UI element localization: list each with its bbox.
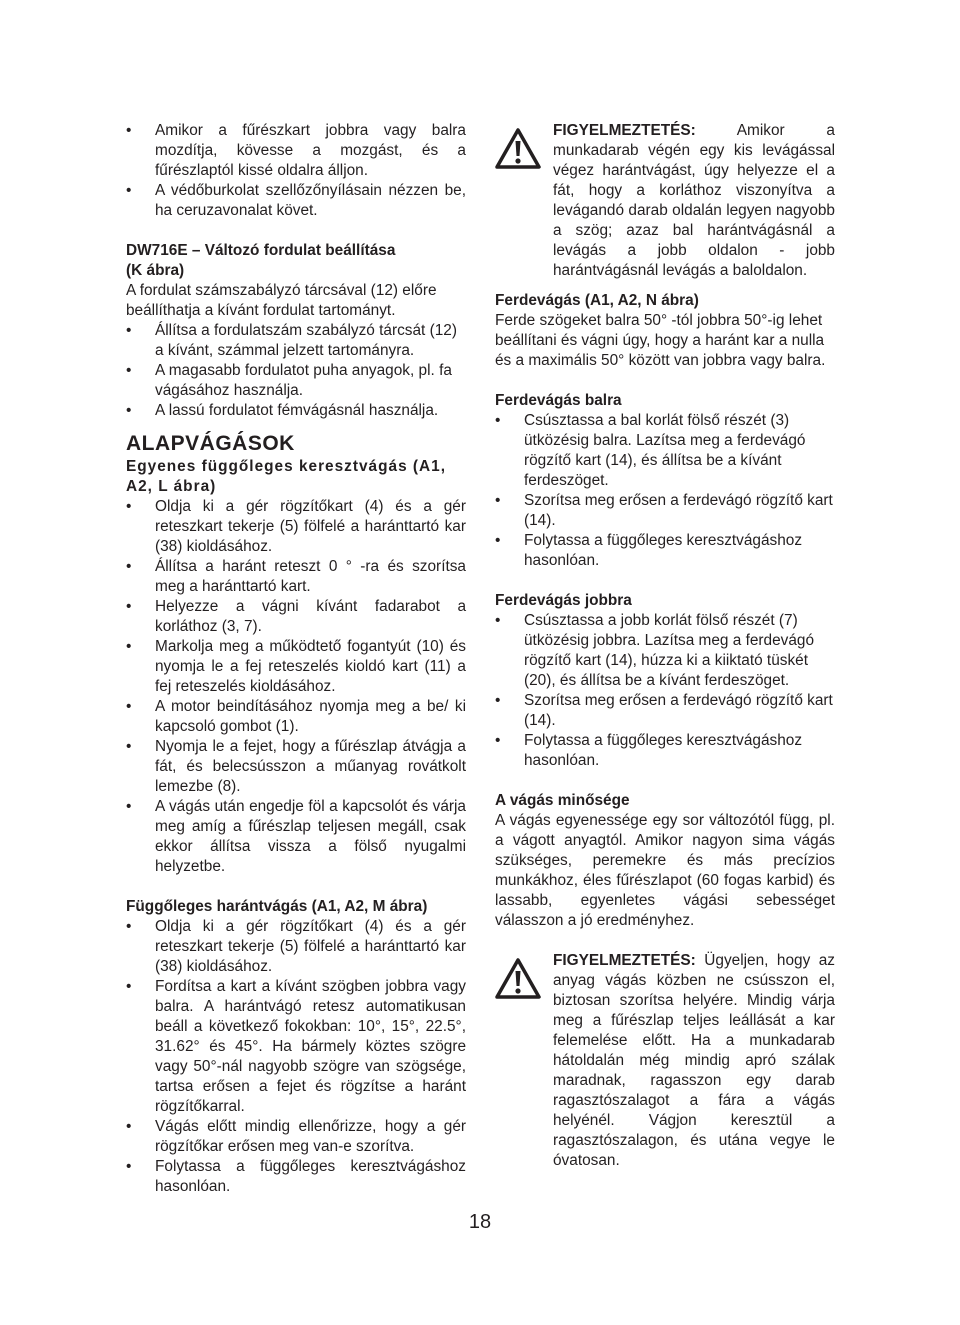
bevel-heading: Ferdevágás (A1, A2, N ábra): [495, 292, 699, 309]
list-item: • Csúsztassa a jobb korlát fölső részét (7) ütközésig jobbra. Lazítsa meg a ferdevágó rögzítő kart (14), húzza ki a kiiktató tüskét (20), és állítsa be a kívánt ferdeszöget.: [495, 611, 835, 691]
vertical-cut-heading: Függőleges harántvágás (A1, A2, M ábra): [126, 898, 428, 915]
quality-heading: A vágás minősége: [495, 792, 630, 809]
bevel-right-heading: Ferdevágás jobbra: [495, 592, 632, 609]
dw716e-bullet-list: [126, 321, 466, 421]
list-item: • Fordítsa a kart a kívánt szögben jobbra vagy balra. A harántvágó retesz automatikusan beáll a következő fokokban: 10°, 15°, 22.5°, 31.62° és 45°. Ha bármely köztes szögre vagy 50°-nál nagyobb szögre van szögsége, tartsa erősen a fejet és rögzítse a haránt rögzítőkarral.: [126, 977, 466, 1117]
straight-cut-bullet-list: [126, 497, 466, 877]
list-item: • A vágás után engedje föl a kapcsolót és várja meg amíg a fűrészlap teljesen megáll, csak ekkor állítsa vissza a fölső nyugalmi helyzetbe.: [126, 797, 466, 877]
list-item: • Markolja meg a működtető fogantyút (10) és nyomja le a fej reteszelés kioldó kart (11) a fej reteszelés kioldásához.: [126, 637, 466, 697]
bevel-left-bullet-list: [495, 411, 835, 571]
list-item: • Állítsa a haránt reteszt 0 ° -ra és szorítsa meg a haránttartó kart.: [126, 557, 466, 597]
list-item: • Folytassa a függőleges keresztvágáshoz hasonlóan.: [495, 731, 835, 771]
list-item: • A védőburkolat szellőzőnyílásain nézzen be, ha ceruzavonalat követ.: [126, 181, 466, 221]
dw716e-text: A fordulat számszabályzó tárcsával (12) előre beállíthatja a kívánt fordulat tartományt.: [126, 282, 437, 319]
quality-text: A vágás egyenessége egy sor változótól függ, pl. a vágott anyagtól. Amikor nagyon sima vágás szükséges, peremekre és más precízios munkákhoz, éles fűrészlapot (60 fogas karbid) és lassabb, egyenletes vágási sebességet válasszon a jó eredményhez.: [495, 812, 835, 929]
right-column: [495, 121, 835, 1171]
intro-bullet-list: [126, 121, 466, 221]
bevel-left-heading: Ferdevágás balra: [495, 392, 622, 409]
list-item: • Amikor a fűrészkart jobbra vagy balra mozdítja, kövesse a mozgást, és a fűrészlaptól kissé oldalra álljon.: [126, 121, 466, 181]
warning-paragraph-2: [553, 951, 835, 1171]
list-item: • A lassú fordulatot fémvágásnál használja.: [126, 401, 466, 421]
warning-triangle-icon: [495, 957, 541, 999]
list-item: • Szorítsa meg erősen a ferdevágó rögzítő kart (14).: [495, 691, 835, 731]
left-column: [126, 121, 466, 1197]
warning-label: FIGYELMEZTETÉS:: [553, 122, 696, 139]
straight-cut-heading: Egyenes függőleges keresztvágás (A1, A2, L ábra): [126, 458, 446, 495]
list-item: • Oldja ki a gér rögzítőkart (4) és a gér reteszkart tekerje (5) fölfelé a haránttartó kar (38) kioldásához.: [126, 917, 466, 977]
list-item: • Szorítsa meg erősen a ferdevágó rögzítő kart (14).: [495, 491, 835, 531]
list-item: • Csúsztassa a bal korlát fölső részét (3) ütközésig balra. Lazítsa meg a ferdevágó rögzítő kart (14), és állítsa be a kívánt ferdeszöget.: [495, 411, 835, 491]
section-title: ALAPVÁGÁSOK: [126, 432, 295, 455]
warning-triangle-icon: [495, 127, 541, 169]
vertical-cut-bullet-list: [126, 917, 466, 1197]
list-item: • Nyomja le a fejet, hogy a fűrészlap átvágja a fát, és belecsússzon a műanyag rovátkolt lemezbe (8).: [126, 737, 466, 797]
list-item: • Folytassa a függőleges keresztvágáshoz hasonlóan.: [495, 531, 835, 571]
warning-block-1: [495, 121, 835, 281]
dw716e-heading: DW716E – Változó fordulat beállítása: [126, 242, 396, 259]
dw716e-subheading: (K ábra): [126, 262, 185, 279]
warning-label: FIGYELMEZTETÉS:: [553, 952, 696, 969]
list-item: • Oldja ki a gér rögzítőkart (4) és a gér reteszkart tekerje (5) fölfelé a haránttartó kar (38) kioldásához.: [126, 497, 466, 557]
list-item: • Állítsa a fordulatszám szabályzó tárcsát (12) a kívánt, számmal jelzett tartományra.: [126, 321, 466, 361]
list-item: • Folytassa a függőleges keresztvágáshoz hasonlóan.: [126, 1157, 466, 1197]
list-item: • A magasabb fordulatot puha anyagok, pl. fa vágásához használja.: [126, 361, 466, 401]
page-number: 18: [468, 1211, 492, 1233]
warning-paragraph-1: [553, 121, 835, 281]
list-item: • A motor beindításához nyomja meg a be/ ki kapcsoló gombot (1).: [126, 697, 466, 737]
list-item: • Helyezze a vágni kívánt fadarabot a korláthoz (3, 7).: [126, 597, 466, 637]
warning-text: Amikor a munkadarab végén egy kis levágással végez harántvágást, úgy helyezze el a fát, hogy a korláthoz viszonyítva a levágandó darab oldalán legyen nagyobb a szög; azaz bal harántvágásnál a levágás a jobb oldalon - jobb harántvágásnál levágás a baloldalon.: [553, 122, 835, 279]
warning-block-2: [495, 951, 835, 1171]
bevel-right-bullet-list: [495, 611, 835, 771]
list-item: • Vágás előtt mindig ellenőrizze, hogy a gér rögzítőkar erősen meg van-e szorítva.: [126, 1117, 466, 1157]
bevel-text: Ferde szögeket balra 50° -tól jobbra 50°-ig lehet beállítani és vágni úgy, hogy a haránt kar a nulla és a maximális 50° között van jobbra vagy balra.: [495, 312, 826, 369]
warning-text: Ügyeljen, hogy az anyag vágás közben ne csússzon el, biztosan szorítsa helyére. Mindig várja meg a fűrészlap teljes leállását a kar felemelése előtt. Ha a munkadarab hátoldalán még mindig apró szálak maradnak, ragasszon egy darab ragasztószalagot a fára a vágás helyénél. Vágjon keresztül a ragasztószalagon, és utána vegye le óvatosan.: [553, 952, 835, 1169]
